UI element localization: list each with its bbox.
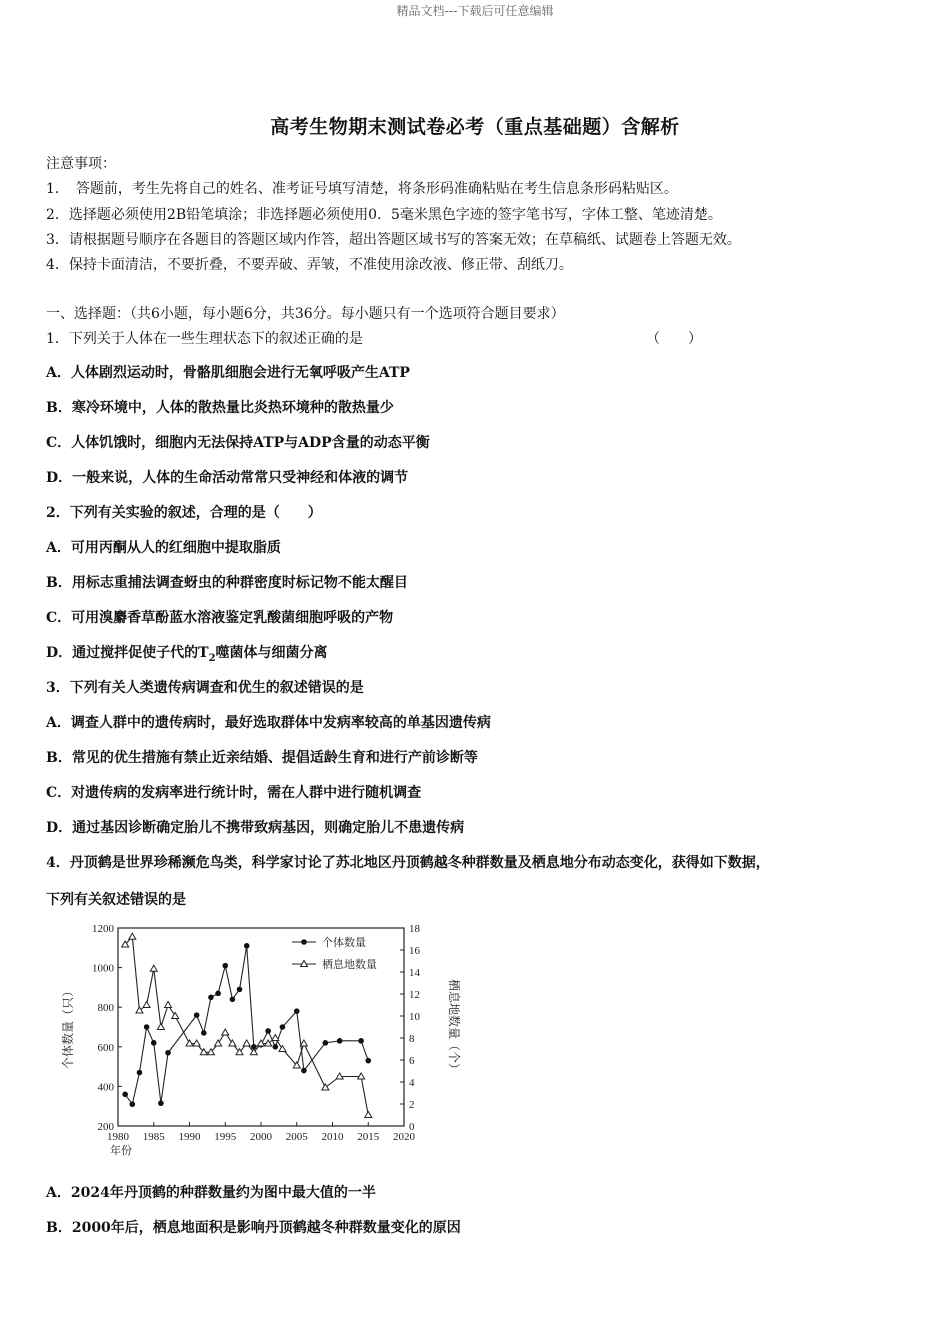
y2-tick-label: 14 (409, 967, 420, 979)
notice-item-4: 4．保持卡面清洁，不要折叠，不要弄破、弄皱，不准使用涂改液、修正带、刮纸刀。 (46, 257, 573, 273)
individual-count-point (323, 1040, 329, 1046)
notice-item-1: 1． 答题前，考生先将自己的姓名、准考证号填写清楚，将条形码准确粘贴在考生信息条形码粘贴区。 (46, 181, 678, 197)
habitat-count-point (172, 1013, 179, 1019)
individual-count-point (130, 1101, 136, 1107)
individual-count-point (165, 1050, 171, 1056)
q3-option-d: D．通过基因诊断确定胎儿不携带致病基因，则确定胎儿不患遗传病 (46, 820, 465, 836)
individual-count-point (215, 991, 221, 997)
notice-item-3: 3．请根据题号顺序在各题目的答题区域内作答，超出答题区域书写的答案无效；在草稿纸、试题卷上答题无效。 (46, 232, 741, 248)
y2-tick-label: 4 (409, 1077, 415, 1089)
y2-tick-label: 12 (409, 989, 420, 1001)
q2-option-d-pre: D．通过搅拌促使子代的T (46, 645, 209, 661)
q4-option-b: B．2000年后，栖息地面积是影响丹顶鹤越冬种群数量变化的原因 (46, 1220, 461, 1236)
y2-tick-label: 8 (409, 1033, 415, 1045)
habitat-count-point (215, 1040, 222, 1046)
individual-count-point (208, 995, 214, 1001)
y-axis-label: 个体数量（只） (61, 984, 75, 1070)
y2-axis-label: 栖息地数量（个） (447, 978, 461, 1076)
individual-count-point (137, 1070, 143, 1076)
individual-count-point (230, 996, 236, 1002)
q4-stem-line2: 下列有关叙述错误的是 (46, 892, 186, 908)
legend-marker-1 (301, 939, 307, 945)
y-tick-label: 200 (97, 1121, 114, 1133)
x-tick-label: 2015 (357, 1131, 380, 1143)
individual-count-point (151, 1040, 157, 1046)
habitat-count-point (300, 1040, 307, 1046)
q3-option-a: A．调查人群中的遗传病时，最好选取群体中发病率较高的单基因遗传病 (46, 715, 491, 731)
y2-tick-label: 6 (409, 1055, 415, 1067)
q2-option-d (46, 642, 328, 664)
habitat-count-point (222, 1029, 229, 1035)
y-tick-label: 1000 (92, 962, 114, 975)
x-tick-label: 1985 (142, 1131, 165, 1143)
habitat-count-point (143, 1002, 150, 1008)
y-tick-label: 1200 (92, 923, 114, 935)
y2-tick-label: 10 (409, 1011, 420, 1023)
notice-item-2: 2．选择题必须使用2B铅笔填涂；非选择题必须使用0．5毫米黑色字迹的签字笔书写，字体工整、笔迹清楚。 (46, 207, 722, 223)
habitat-count-point (136, 1007, 143, 1013)
habitat-count-point (229, 1040, 236, 1046)
q2-option-d-sub: 2 (208, 652, 216, 664)
individual-count-point (358, 1038, 364, 1044)
q1-option-c: C．人体饥饿时，细胞内无法保持ATP与ADP含量的动态平衡 (46, 435, 430, 451)
individual-count-point (158, 1100, 164, 1106)
y2-tick-label: 0 (409, 1121, 415, 1133)
page-header-note: 精品文档---下载后可任意编辑 (396, 4, 554, 18)
habitat-count-point (129, 933, 136, 939)
habitat-count-point (150, 965, 157, 971)
individual-count-point (273, 1044, 279, 1050)
q1-option-d: D．一般来说，人体的生命活动常常只受神经和体液的调节 (46, 470, 409, 486)
x-tick-label: 2005 (285, 1131, 308, 1143)
habitat-count-point (243, 1040, 250, 1046)
individual-count-point (201, 1030, 207, 1036)
x-tick-label: 2000 (250, 1131, 272, 1143)
individual-count-point (280, 1024, 286, 1030)
individual-count-point (144, 1024, 150, 1030)
q1-stem: 1．下列关于人体在一些生理状态下的叙述正确的是 (46, 331, 363, 347)
q4-stem-line1: 4．丹顶鹤是世界珍稀濒危鸟类，科学家讨论了苏北地区丹顶鹤越冬种群数量及栖息地分布动态变化，获得如下数据， (46, 855, 770, 871)
q3-stem: 3．下列有关人类遗传病调查和优生的叙述错误的是 (46, 680, 364, 696)
individual-count-point (122, 1092, 128, 1098)
y-tick-label: 800 (97, 1002, 114, 1015)
y2-tick-label: 18 (409, 923, 420, 935)
habitat-count-point (272, 1035, 279, 1041)
notice-heading: 注意事项： (46, 156, 116, 172)
x-tick-label: 2020 (393, 1131, 415, 1143)
individual-count-point (301, 1068, 307, 1074)
q2-stem: 2．下列有关实验的叙述，合理的是（ ） (46, 505, 322, 521)
habitat-count-point (157, 1024, 164, 1030)
habitat-count-point (322, 1084, 329, 1090)
habitat-count-point (279, 1046, 286, 1052)
y-tick-label: 400 (97, 1081, 114, 1094)
population-habitat-chart (58, 916, 478, 1166)
individual-count-point (265, 1028, 271, 1034)
q3-option-b: B．常见的优生措施有禁止近亲结婚、提倡适龄生育和进行产前诊断等 (46, 750, 478, 766)
q2-option-b: B．用标志重捕法调查蚜虫的种群密度时标记物不能太醒目 (46, 575, 408, 591)
q1-option-a: A．人体剧烈运动时，骨骼肌细胞会进行无氧呼吸产生ATP (46, 365, 410, 381)
y-tick-label: 600 (97, 1041, 114, 1054)
x-tick-label: 1980 (107, 1131, 129, 1143)
q4-option-a: A．2024年丹顶鹤的种群数量约为图中最大值的一半 (46, 1185, 376, 1201)
q1-answer-paren: （ ） (646, 331, 702, 347)
y2-tick-label: 2 (409, 1099, 415, 1111)
individual-count-point (237, 987, 243, 993)
individual-count-point (294, 1008, 300, 1014)
page-title: 高考生物期末测试卷必考（重点基础题）含解析 (270, 116, 680, 138)
habitat-count-point (165, 1002, 172, 1008)
q2-option-d-post: 噬菌体与细菌分离 (215, 645, 328, 661)
x-tick-label: 2010 (321, 1131, 344, 1143)
individual-count-point (337, 1038, 343, 1044)
individual-count-point (194, 1012, 200, 1018)
individual-count-point (244, 943, 250, 949)
q1-option-b: B．寒冷环境中，人体的散热量比炎热环境种的散热量少 (46, 400, 394, 416)
x-tick-label: 1995 (214, 1131, 237, 1143)
q3-option-c: C．对遗传病的发病率进行统计时，需在人群中进行随机调查 (46, 785, 422, 801)
q2-option-a: A．可用丙酮从人的红细胞中提取脂质 (46, 540, 281, 556)
q2-option-c: C．可用溴麝香草酚蓝水溶液鉴定乳酸菌细胞呼吸的产物 (46, 610, 394, 626)
individual-count-point (222, 963, 228, 969)
legend-label-2: 栖息地数量 (322, 959, 377, 971)
section-heading: 一、选择题：（共6小题，每小题6分，共36分。每小题只有一个选项符合题目要求） (46, 306, 565, 322)
individual-count-point (365, 1058, 371, 1064)
y2-tick-label: 16 (409, 945, 420, 957)
habitat-count-point (365, 1112, 372, 1118)
x-tick-label: 1990 (178, 1131, 201, 1143)
x-axis-label: 年份 (110, 1145, 132, 1157)
legend-label-1: 个体数量 (322, 937, 366, 949)
